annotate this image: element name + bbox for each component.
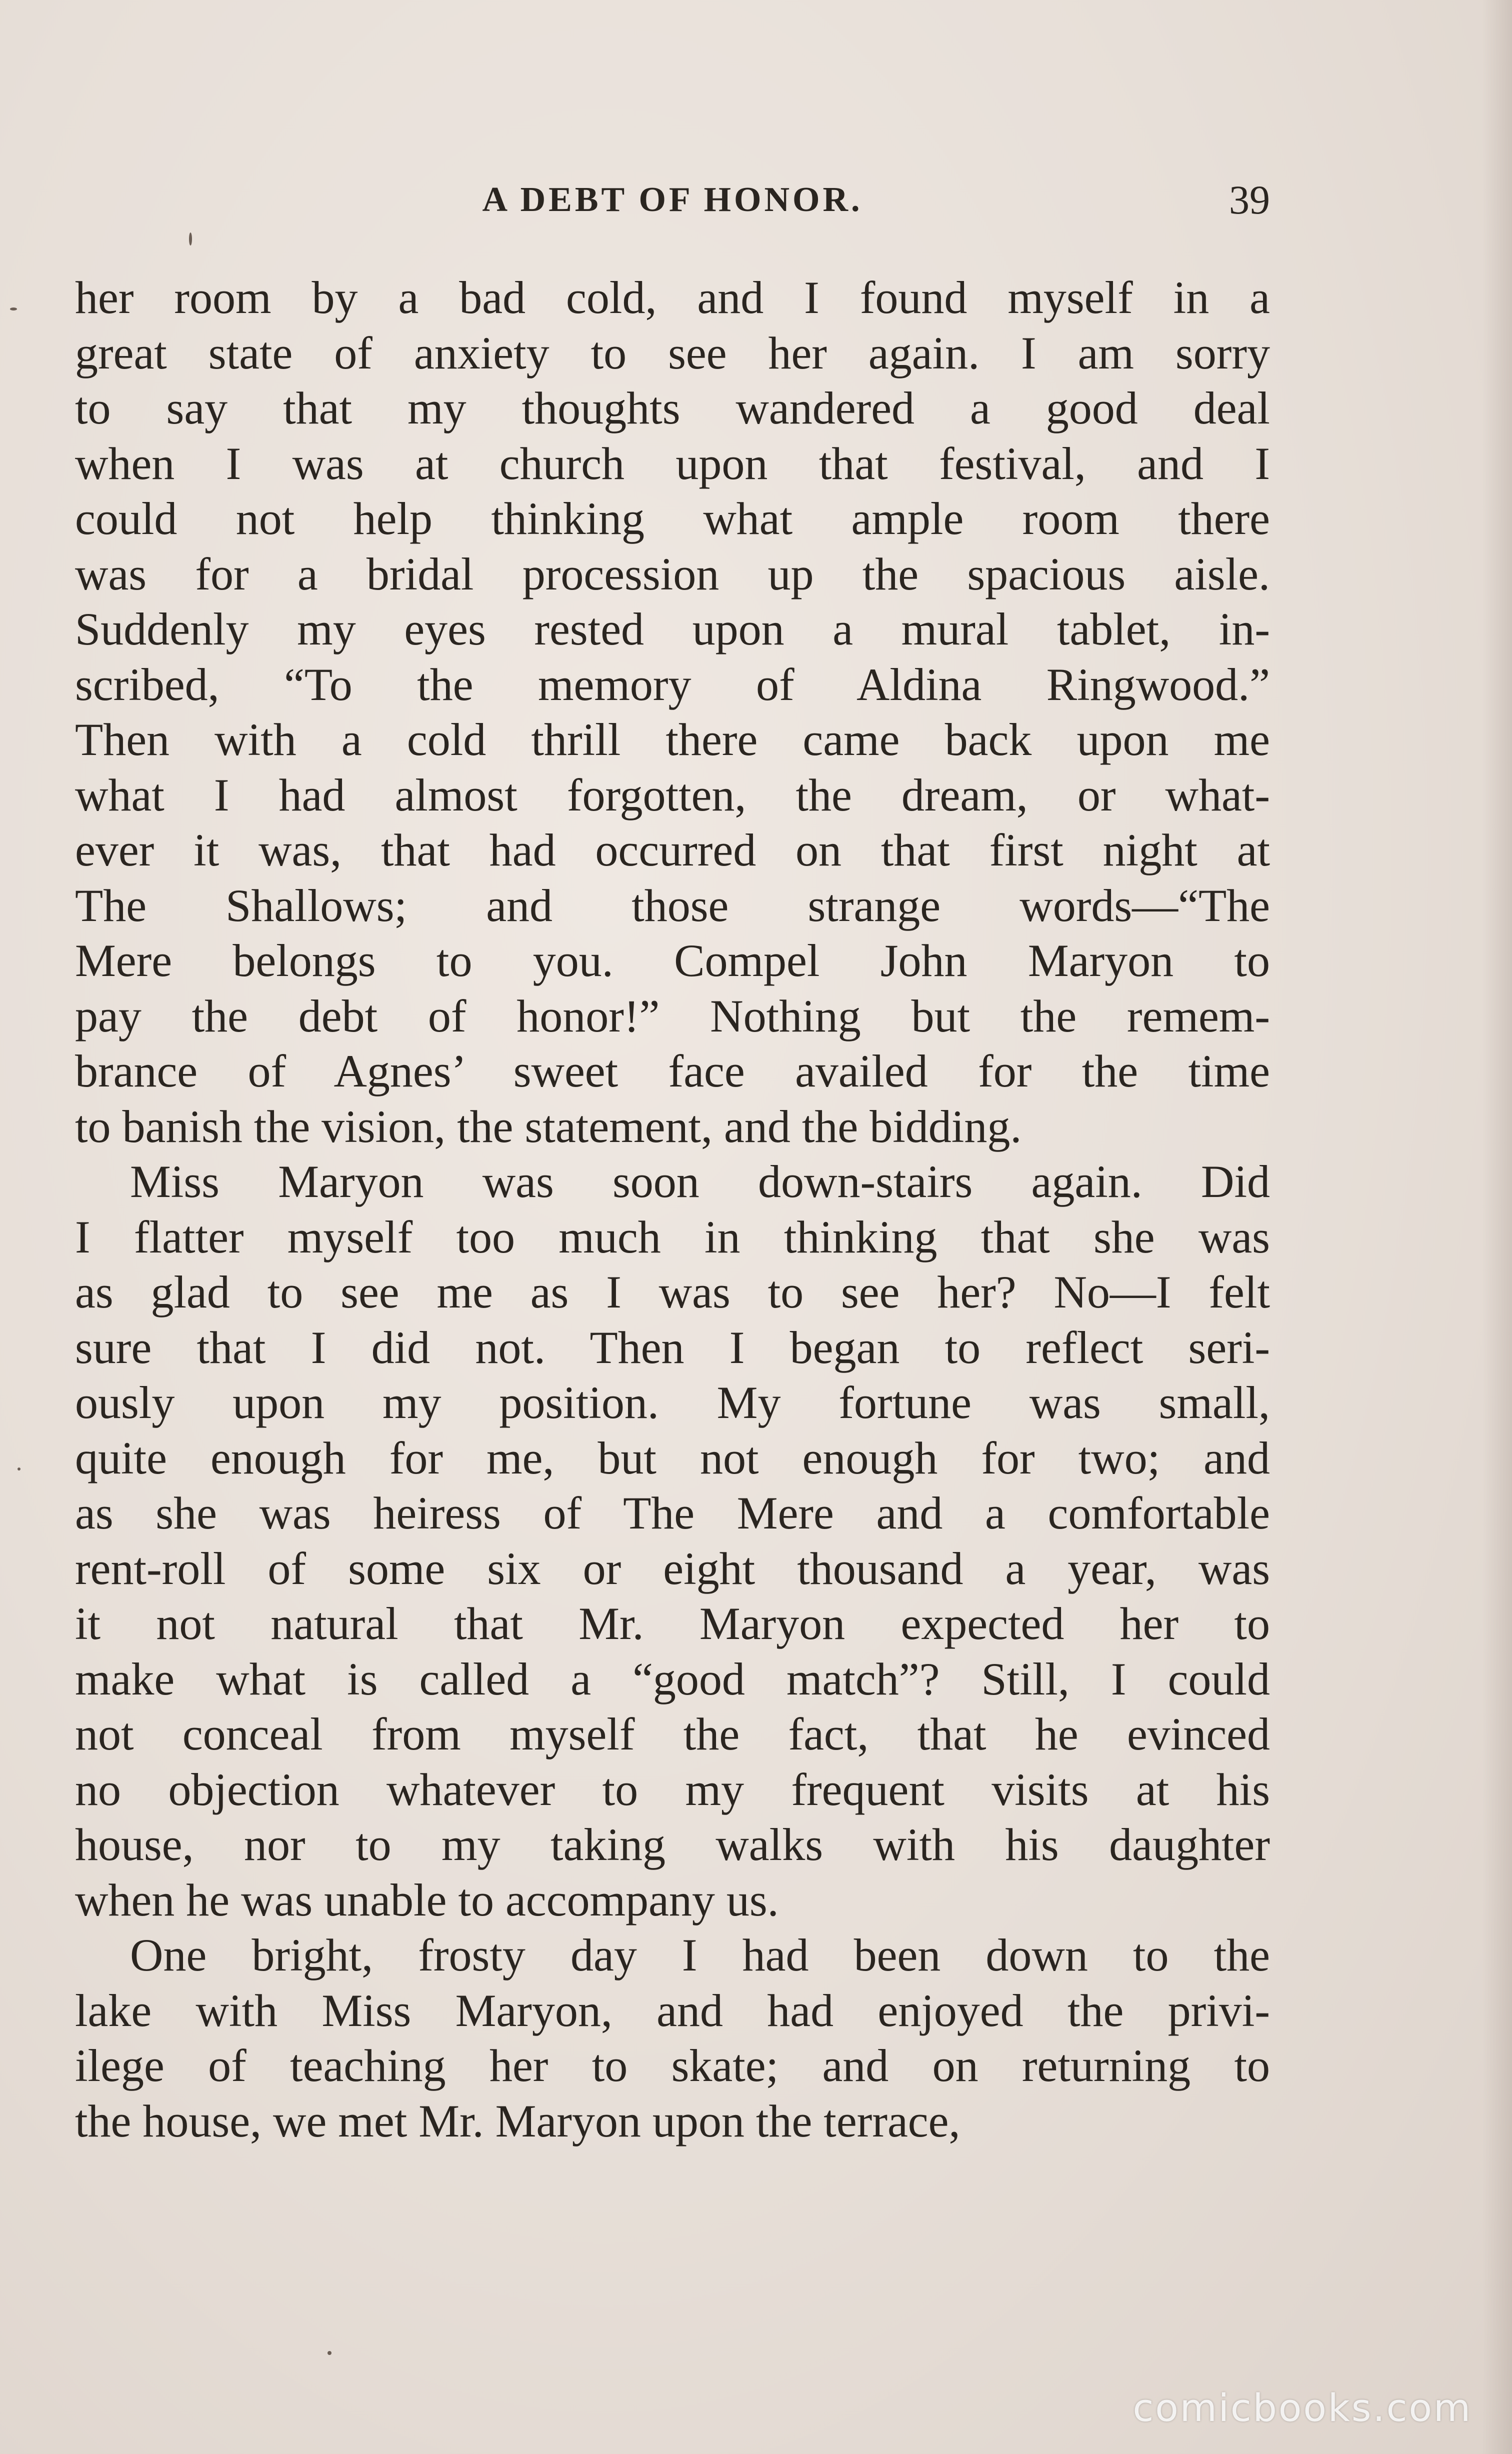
text-line: lake with Miss Maryon, and had enjoyed the privi-	[75, 1984, 1270, 2036]
text-line: as glad to see me as I was to see her? No—I felt	[75, 1266, 1270, 1318]
running-title: A DEBT OF HONOR.	[482, 180, 863, 219]
text-line: what I had almost forgotten, the dream, or what-	[75, 769, 1270, 820]
running-head	[75, 172, 1270, 228]
text-line: rent-roll of some six or eight thousand a year, was	[75, 1542, 1270, 1594]
page-speck	[189, 232, 192, 246]
text-line: brance of Agnes’ sweet face availed for the time	[75, 1046, 1270, 1096]
text-line: scribed, “To the memory of Aldina Ringwood.”	[75, 658, 1270, 710]
page-edge-shadow	[1482, 0, 1512, 2454]
text-line: pay the debt of honor!” Nothing but the remem-	[75, 990, 1270, 1042]
text-line: ilege of teaching her to skate; and on returning to	[75, 2040, 1270, 2091]
text-line: ever it was, that had occurred on that first night at	[75, 824, 1270, 876]
text-line: Miss Maryon was soon down-stairs again. Did	[130, 1156, 1270, 1207]
watermark: comicbooks.com	[1132, 2386, 1472, 2430]
text-line: make what is called a “good match”? Still, I could	[75, 1653, 1270, 1704]
text-line: Mere belongs to you. Compel John Maryon to	[75, 935, 1270, 986]
text-line: Then with a cold thrill there came back upon me	[75, 714, 1270, 765]
text-line: I flatter myself too much in thinking that she was	[75, 1211, 1270, 1262]
text-line: could not help thinking what ample room there	[75, 493, 1270, 544]
page-number: 39	[1229, 177, 1270, 222]
text-line: the house, we met Mr. Maryon upon the terrace,	[75, 2095, 960, 2146]
text-line: quite enough for me, but not enough for two; and	[75, 1432, 1270, 1484]
text-line: when he was unable to accompany us.	[75, 1874, 779, 1926]
text-line: not conceal from myself the fact, that he evinced	[75, 1708, 1270, 1760]
text-line: to say that my thoughts wandered a good deal	[75, 382, 1270, 434]
text-line: The Shallows; and those strange words—“The	[75, 880, 1270, 931]
text-line: One bright, frosty day I had been down to the	[130, 1930, 1270, 1980]
text-line: was for a bridal procession up the spacious aisle.	[75, 548, 1270, 600]
text-line: her room by a bad cold, and I found myself in a	[75, 272, 1270, 323]
text-line: house, nor to my taking walks with his daughter	[75, 1819, 1270, 1870]
page-speck	[10, 308, 17, 310]
page-speck	[18, 1468, 20, 1470]
text-line: ously upon my position. My fortune was small,	[75, 1377, 1270, 1428]
text-line: when I was at church upon that festival, and I	[75, 438, 1270, 489]
text-line: as she was heiress of The Mere and a comfortable	[75, 1488, 1270, 1538]
page-speck	[328, 2351, 332, 2355]
text-line: no objection whatever to my frequent visits at his	[75, 1764, 1270, 1815]
text-line: to banish the vision, the statement, and the bidding.	[75, 1100, 1022, 1152]
text-line: Suddenly my eyes rested upon a mural tablet, in-	[75, 604, 1270, 654]
body-text	[75, 270, 1270, 2148]
text-line: it not natural that Mr. Maryon expected her to	[75, 1598, 1270, 1649]
text-line: great state of anxiety to see her again. I am sorry	[75, 327, 1270, 378]
text-line: sure that I did not. Then I began to reflect seri-	[75, 1322, 1270, 1373]
